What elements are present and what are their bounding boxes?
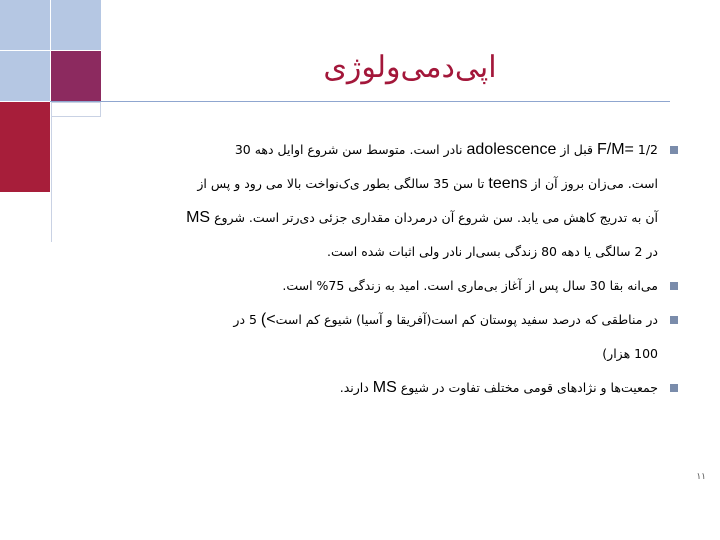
decor-vertical-line: [51, 102, 52, 242]
decor-square-mid-left: [0, 51, 50, 101]
text-segment: می‌انه بقا 30 سال پس از آغاز بی‌ماری است. امید به زندگی 75% است.: [282, 278, 658, 293]
latin-term: MS: [372, 379, 397, 396]
decor-box-outline: [51, 102, 101, 117]
bullet-continuation: [120, 201, 690, 235]
slide-title: اپی‌دمی‌ولوژی: [323, 50, 497, 85]
bullet-square-icon: [670, 384, 678, 392]
page-number: ۱۱: [696, 472, 706, 482]
bullet-square-icon: [670, 282, 678, 290]
latin-term: teens: [488, 175, 528, 192]
text-segment: در مناطقی که درصد سفید پوستان کم است(آفریقا و آسیا) شیوع کم است: [275, 312, 658, 327]
latin-term: adolescence: [466, 141, 557, 158]
text-segment: تا سن 35 سالگی بطور ی‌ک‌نواخت بالا می رود و پس از: [197, 176, 489, 191]
bullet-square-icon: [670, 146, 678, 154]
text-segment: قبل از: [556, 142, 597, 157]
bullet-square-icon: [670, 316, 678, 324]
bullet-continuation: [120, 337, 690, 371]
decor-bar-red: [0, 102, 50, 192]
bullet-item: [120, 269, 690, 303]
text-segment: دارند.: [339, 380, 373, 395]
decor-square-top-right: [51, 0, 101, 50]
latin-term: MS: [186, 209, 211, 226]
text-segment: جمعیت‌ها و نژادهای قومی مختلف تفاوت در شیوع: [396, 380, 658, 395]
decor-square-top-left: [0, 0, 50, 50]
bullet-item: [120, 303, 690, 337]
bullet-list: [120, 133, 690, 405]
title-divider-line: [50, 101, 670, 102]
text-segment: 5 در: [233, 312, 261, 327]
text-segment: 1/2: [633, 142, 658, 157]
text-segment: است. می‌زان بروز آن از: [527, 176, 658, 191]
text-segment: آن به تدریج کاهش می یابد. سن شروع آن درمردان مقداری جزئی دی‌رتر است. شروع: [210, 210, 658, 225]
bullet-continuation: [120, 167, 690, 201]
latin-term: (<: [260, 311, 276, 328]
text-segment: در 2 سالگی یا دهه 80 زندگی بسی‌ار نادر ولی اثبات شده است.: [327, 244, 658, 259]
decor-square-purple: [51, 51, 101, 101]
text-segment: نادر است. متوسط سن شروع اوایل دهه 30: [234, 142, 467, 157]
bullet-item: [120, 133, 690, 167]
latin-term: F/M=: [597, 141, 634, 158]
bullet-item: [120, 371, 690, 405]
text-segment: 100 هزار): [602, 346, 658, 361]
bullet-continuation: [120, 235, 690, 269]
